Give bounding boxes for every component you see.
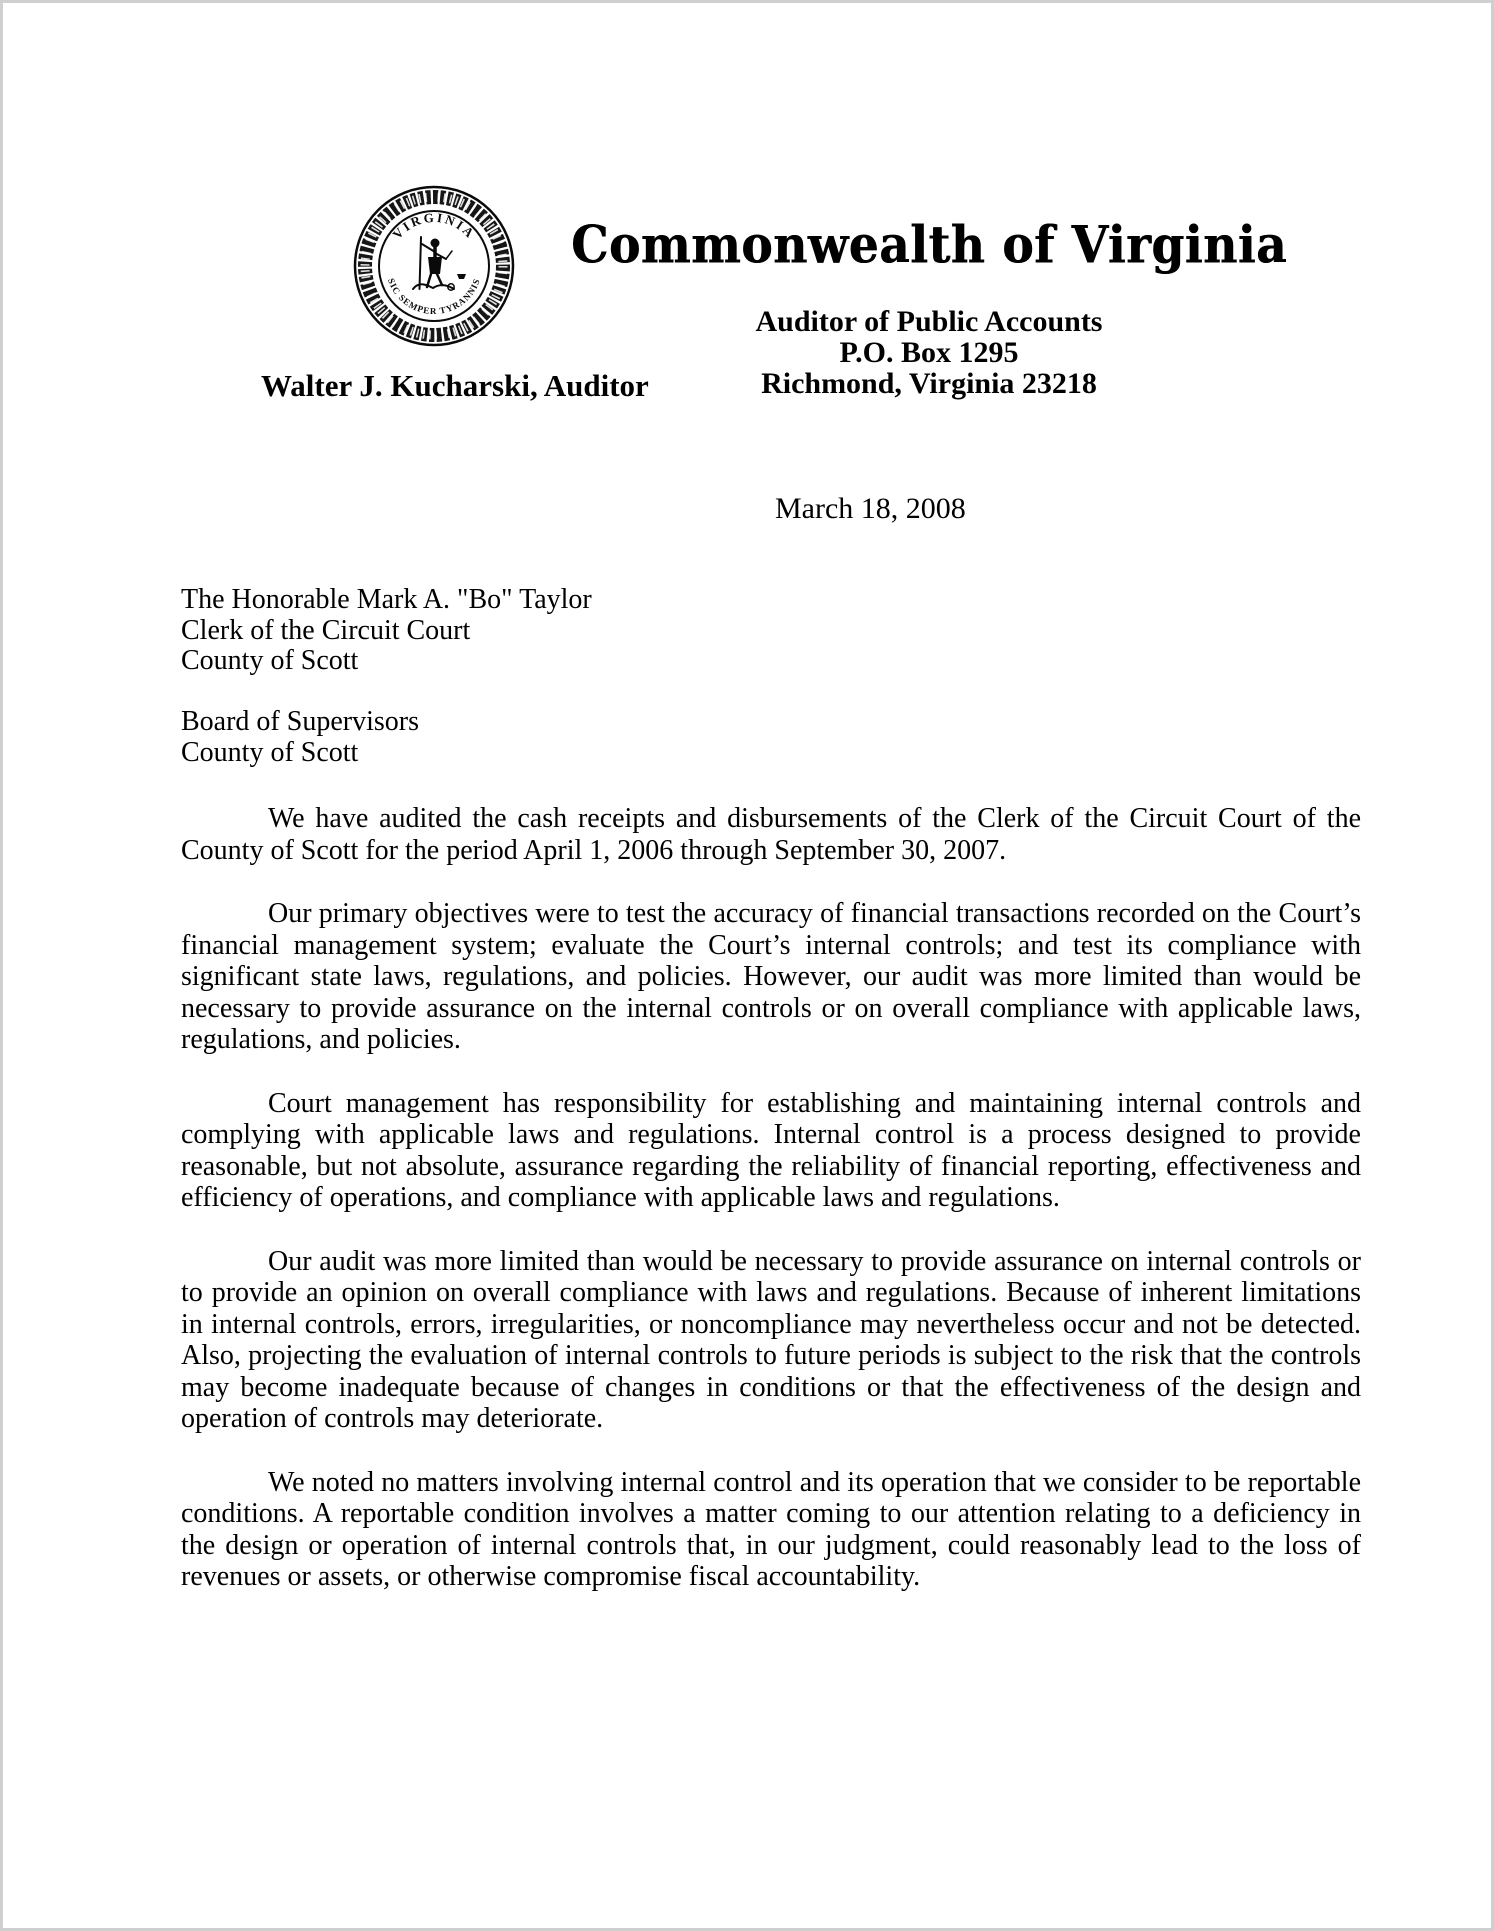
recipient-board xyxy=(181,707,592,768)
seal-bottom-label: SIC SEMPER TYRANNIS xyxy=(385,276,483,317)
paragraph-audit-scope: We have audited the cash receipts and disbursements of the Clerk of the Circuit Court of the County of Scott for the period April 1, 2006 through September 30, 2007. xyxy=(181,803,1361,866)
paragraph-limitations: Our audit was more limited than would be necessary to provide assurance on internal controls or to provide an opinion on overall compliance with laws and regulations. Because of inherent limitations in internal controls, errors, irregularities, or noncompliance may nevertheless occur and not be detected. Also, projecting the evaluation of internal controls to future periods is subject to the risk that the controls may become inadequate because of changes in conditions or that the effectiveness of the design and operation of controls may deteriorate. xyxy=(181,1245,1361,1434)
agency-city-state-zip: Richmond, Virginia 23218 xyxy=(761,367,1097,400)
agency-po-box: P.O. Box 1295 xyxy=(839,336,1019,369)
virginia-state-seal-icon xyxy=(351,181,517,351)
recipient-name: The Honorable Mark A. "Bo" Taylor xyxy=(181,584,592,615)
auditor-name: Walter J. Kucharski, Auditor xyxy=(261,368,649,403)
recipient-title: Clerk of the Circuit Court xyxy=(181,614,471,646)
agency-block xyxy=(559,306,1299,399)
letter-date: March 18, 2008 xyxy=(775,492,966,525)
agency-name: Auditor of Public Accounts xyxy=(755,305,1103,338)
recipient-name: Board of Supervisors xyxy=(181,706,419,737)
recipient-county: County of Scott xyxy=(181,736,359,768)
seal-top-label: VIRGINIA xyxy=(389,209,479,242)
org-name: Commonwealth of Virginia xyxy=(570,215,1288,276)
paragraph-no-matters-noted: We noted no matters involving internal control and its operation that we consider to be reportable conditions. A reportable condition involves a matter coming to our attention relating to a deficiency in the design or operation of internal controls that, in our judgment, could reasonably lead to the loss of revenues or assets, or otherwise compromise fiscal accountability. xyxy=(181,1466,1361,1592)
paragraph-management-resp: Court management has responsibility for establishing and maintaining internal controls and complying with applicable laws and regulations. Internal control is a process designed to provide reasonable, but not absolute, assurance regarding the reliability of financial reporting, effectiveness and efficiency of operations, and compliance with applicable laws and regulations. xyxy=(181,1087,1361,1213)
recipient-county: County of Scott xyxy=(181,645,359,676)
recipient-clerk xyxy=(181,585,592,677)
paragraph-objectives: Our primary objectives were to test the accuracy of financial transactions recorded on the Court’s financial management system; evaluate the Court’s internal controls; and test its compliance with significant state laws, regulations, and policies. However, our audit was more limited than would be necessary to provide assurance on the internal controls or on overall compliance with applicable laws, regulations, and policies. xyxy=(181,898,1361,1055)
address-block xyxy=(181,585,592,768)
letter-body xyxy=(181,803,1361,1625)
